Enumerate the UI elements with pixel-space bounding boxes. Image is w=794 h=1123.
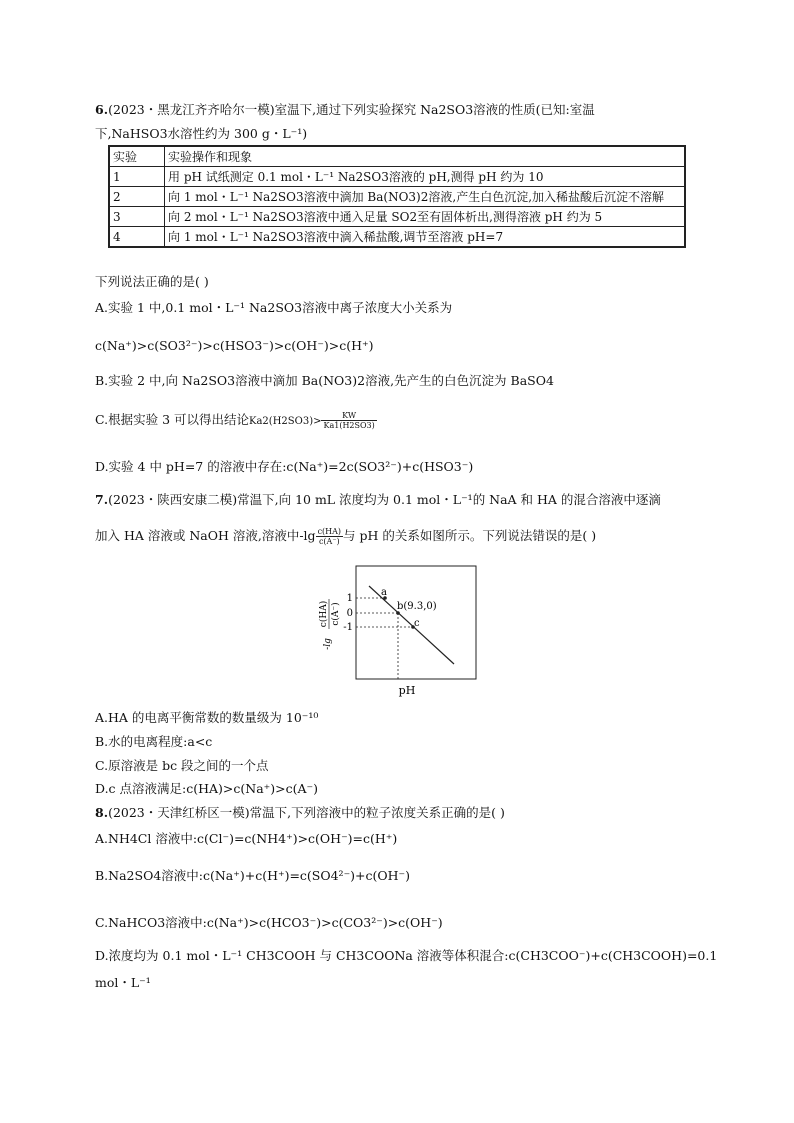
q6-experiment-table (108, 145, 686, 248)
y-tick-label: -1 (343, 622, 353, 633)
table-cell: 向 2 mol・L⁻¹ Na2SO3溶液中通入足量 SO2至有固体析出,测得溶液 pH 约为 5 (165, 207, 686, 227)
q6-option-d: D.实验 4 中 pH=7 的溶液中存在:c(Na⁺)=2c(SO3²⁻)+c(HSO3⁻) (95, 459, 474, 474)
q7-stem-line1: 7.(2023・陕西安康二模)常温下,向 10 mL 浓度均为 0.1 mol・L⁻¹的 NaA 和 HA 的混合溶液中逐滴 (95, 492, 661, 507)
q7-option-c: C.原溶液是 bc 段之间的一个点 (95, 758, 269, 773)
q8-option-d-unit: mol・L⁻¹ (95, 975, 151, 990)
table-cell: 1 (109, 167, 165, 187)
table-cell: 3 (109, 207, 165, 227)
table-row (109, 167, 685, 187)
table-cell: 4 (109, 227, 165, 248)
x-axis-label: pH (398, 684, 416, 697)
svg-text:-lg: -lg (323, 638, 333, 650)
point-a-label: a (381, 587, 387, 598)
q7-option-a: A.HA 的电离平衡常数的数量级为 10⁻¹⁰ (95, 710, 319, 725)
q8-number: 8. (95, 805, 109, 820)
kw-fraction: $\frac{KW}{Ka1(H2SO3)}$ (323, 411, 375, 430)
q6-option-a: A.实验 1 中,0.1 mol・L⁻¹ Na2SO3溶液中离子浓度大小关系为 (95, 300, 453, 315)
q6-stem-line1: 6.(2023・黑龙江齐齐哈尔一模)室温下,通过下列实验探究 Na2SO3溶液的性质(已知:室温 (95, 102, 595, 117)
y-tick-label: 0 (346, 608, 353, 619)
table-row (109, 207, 685, 227)
y-tick-label: 1 (346, 593, 353, 604)
q7-number: 7. (95, 492, 109, 507)
table-cell: 用 pH 试纸测定 0.1 mol・L⁻¹ Na2SO3溶液的 pH,测得 pH 约为 10 (165, 167, 686, 187)
svg-text:c(HA): c(HA) (319, 600, 329, 628)
y-axis-label (318, 599, 341, 650)
point-b-label: b(9.3,0) (397, 601, 437, 612)
q6-number: 6. (95, 102, 109, 117)
table-header-cell: 实验操作和现象 (165, 146, 686, 167)
q8-option-c: C.NaHCO3溶液中:c(Na⁺)>c(HCO3⁻)>c(CO3²⁻)>c(OH⁻) (95, 915, 443, 930)
q8-option-d: D.浓度均为 0.1 mol・L⁻¹ CH3COOH 与 CH3COONa 溶液等体积混合:c(CH3COO⁻)+c(CH3COOH)=0.1 (95, 948, 718, 963)
q6-stem-line2: 下,NaHSO3水溶性约为 300 g・L⁻¹) (95, 126, 308, 141)
q7-option-b: B.水的电离程度:a<c (95, 734, 213, 749)
q8-option-a: A.NH4Cl 溶液中:c(Cl⁻)=c(NH4⁺)>c(OH⁻)=c(H⁺) (95, 831, 398, 846)
svg-text:c(A⁻): c(A⁻) (331, 602, 341, 626)
table-row (109, 187, 685, 207)
q6-option-b: B.实验 2 中,向 Na2SO3溶液中滴加 Ba(NO3)2溶液,先产生的白色沉淀为 BaSO4 (95, 373, 554, 388)
ratio-fraction: $\frac{c(HA)}{c(A^-)}$ (317, 527, 342, 546)
q7-stem-line2: 加入 HA 溶液或 NaOH 溶液,溶液中-lg $\frac{c(HA)}{c(A^-)}$ 与 pH 的关系如图所示。下列说法错误的是( ) (95, 527, 597, 546)
q8-option-b: B.Na2SO4溶液中:c(Na⁺)+c(H⁺)=c(SO4²⁻)+c(OH⁻) (95, 868, 411, 883)
q6-question: 下列说法正确的是( ) (95, 274, 209, 289)
q6-option-a-relation: c(Na⁺)>c(SO3²⁻)>c(HSO3⁻)>c(OH⁻)>c(H⁺) (95, 338, 374, 353)
table-cell: 2 (109, 187, 165, 207)
table-row (109, 227, 685, 248)
table-header-row (109, 146, 685, 167)
table-cell: 向 1 mol・L⁻¹ Na2SO3溶液中滴加 Ba(NO3)2溶液,产生白色沉淀,加入稀盐酸后沉淀不溶解 (165, 187, 686, 207)
q7-option-d: D.c 点溶液满足:c(HA)>c(Na⁺)>c(A⁻) (95, 781, 318, 796)
q6-option-c: C.根据实验 3 可以得出结论Ka2(H2SO3)> $\frac{KW}{Ka1(H2SO3)}$ (95, 411, 375, 430)
table-header-cell: 实验 (109, 146, 165, 167)
point-c-label: c (414, 618, 420, 629)
table-cell: 向 1 mol・L⁻¹ Na2SO3溶液中滴入稀盐酸,调节至溶液 pH=7 (165, 227, 686, 248)
q8-stem: 8.(2023・天津红桥区一模)常温下,下列溶液中的粒子浓度关系正确的是( ) (95, 805, 505, 820)
q7-figure (310, 560, 490, 700)
